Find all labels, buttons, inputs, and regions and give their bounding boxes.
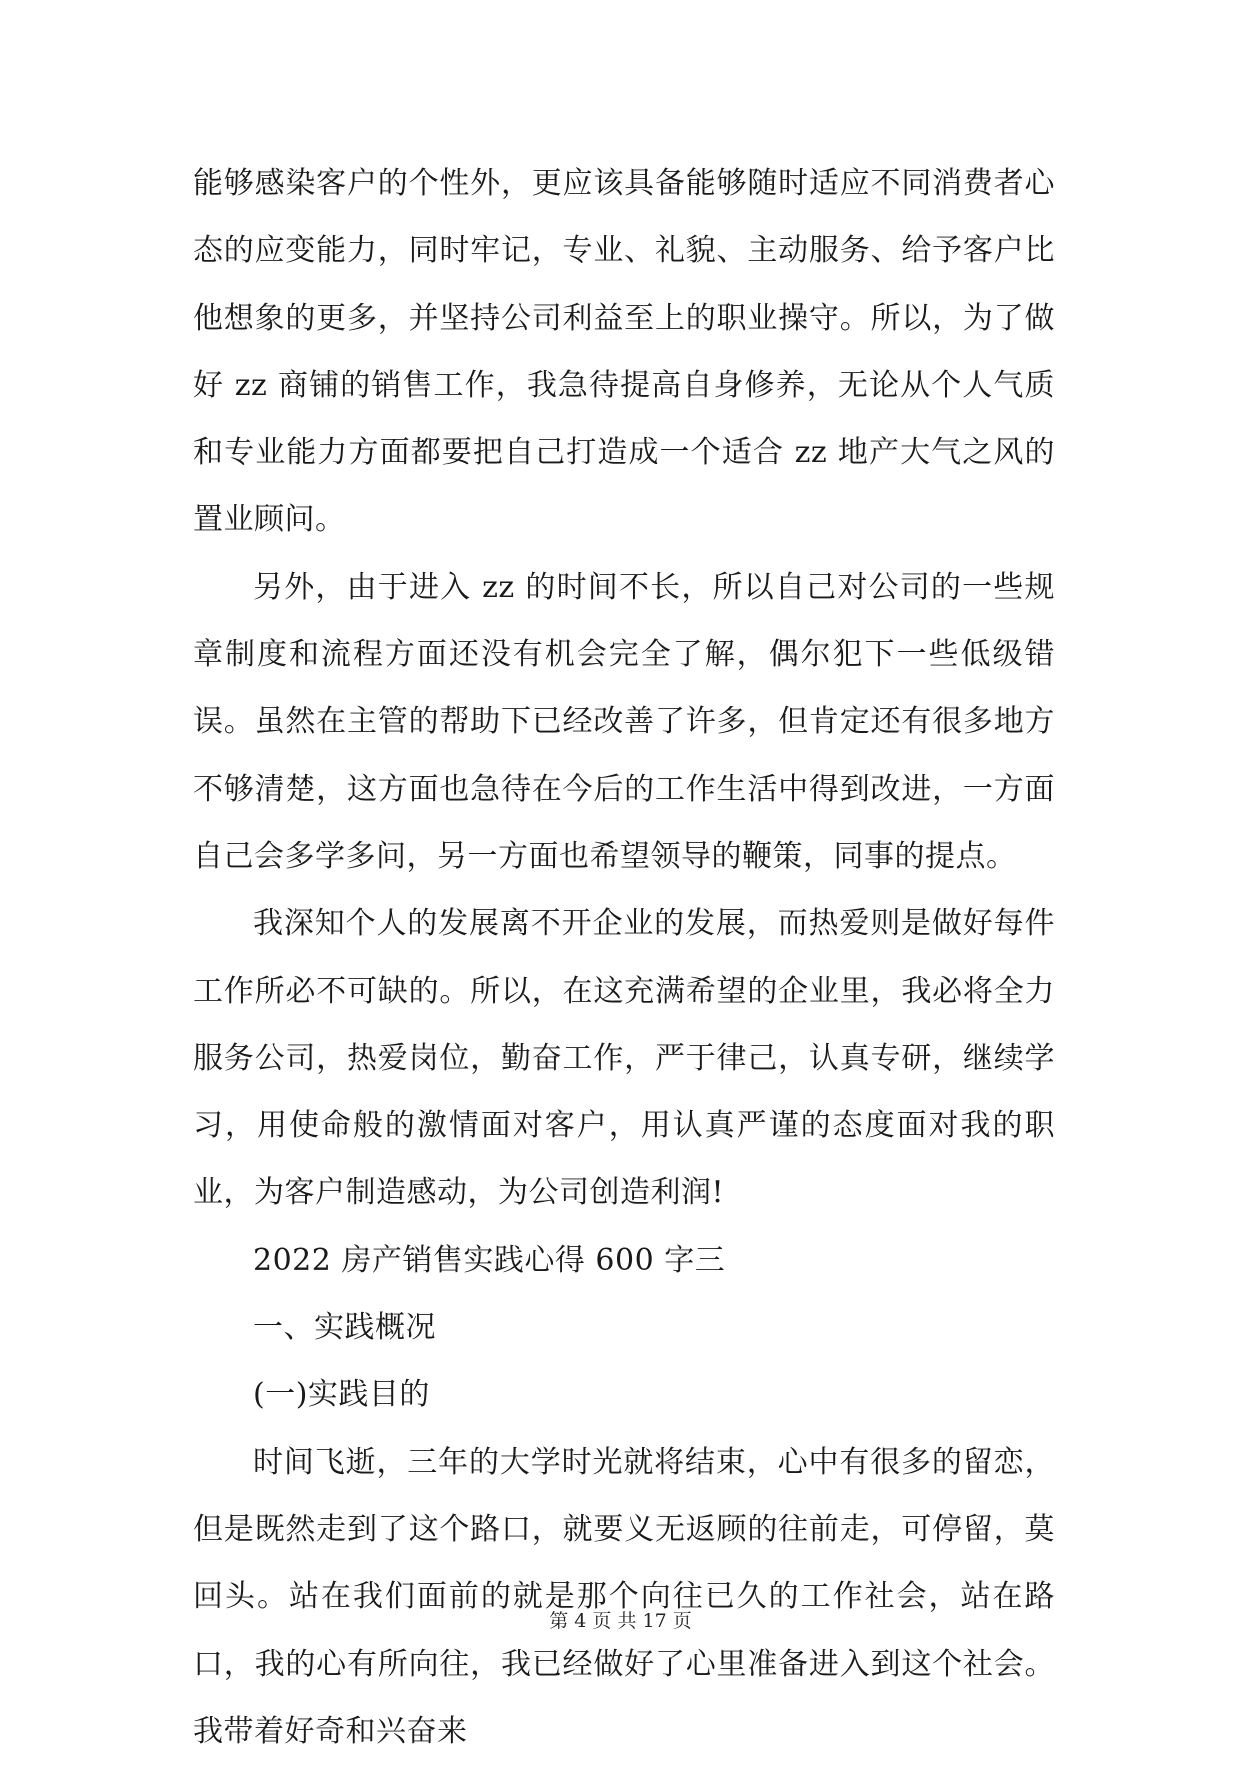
subheading: 一、实践概况 [253,1310,436,1346]
paragraph: 我深知个人的发展离不开企业的发展，而热爱则是做好每件工作所必不可缺的。所以，在这充满希望的企业里，我必将全力服务公司，热爱岗位，勤奋工作，严于律己，认真专研，继续学习，用使命般的激情面对客户，用认真严谨的态度面对我的职业，为客户制造感动，为公司创造利润! [193,906,1055,1211]
page-footer: 第 4 页 共 17 页 [549,1610,692,1632]
subheading: (一)实践目的 [253,1377,430,1413]
paragraph: 另外，由于进入 zz 的时间不长，所以自己对公司的一些规章制度和流程方面还没有机会完全了解，偶尔犯下一些低级错误。虽然在主管的帮助下已经改善了许多，但肯定还有很多地方不够清楚，这方面也急待在今后的工作生活中得到改进，一方面自己会多学多问，另一方面也希望领导的鞭策，同事的提点。 [193,569,1055,874]
paragraph: 时间飞逝，三年的大学时光就将结束，心中有很多的留恋，但是既然走到了这个路口，就要义无返顾的往前走，可停留，莫回头。站在我们面前的就是那个向往已久的工作社会，站在路口，我的心有所向往，我已经做好了心里准备进入到这个社会。我带着好奇和兴奋来 [193,1444,1055,1749]
paragraph-continuation: 能够感染客户的个性外，更应该具备能够随时适应不同消费者心态的应变能力，同时牢记，专业、礼貌、主动服务、给予客户比他想象的更多，并坚持公司利益至上的职业操守。所以，为了做好 zz 商铺的销售工作，我急待提高自身修养，无论从个人气质和专业能力方面都要把自己打造成一个适合 zz 地产大气之风的置业顾问。 [193,166,1055,538]
section-heading: 2022 房产销售实践心得 600 字三 [253,1242,726,1278]
document-body [193,150,1055,1765]
